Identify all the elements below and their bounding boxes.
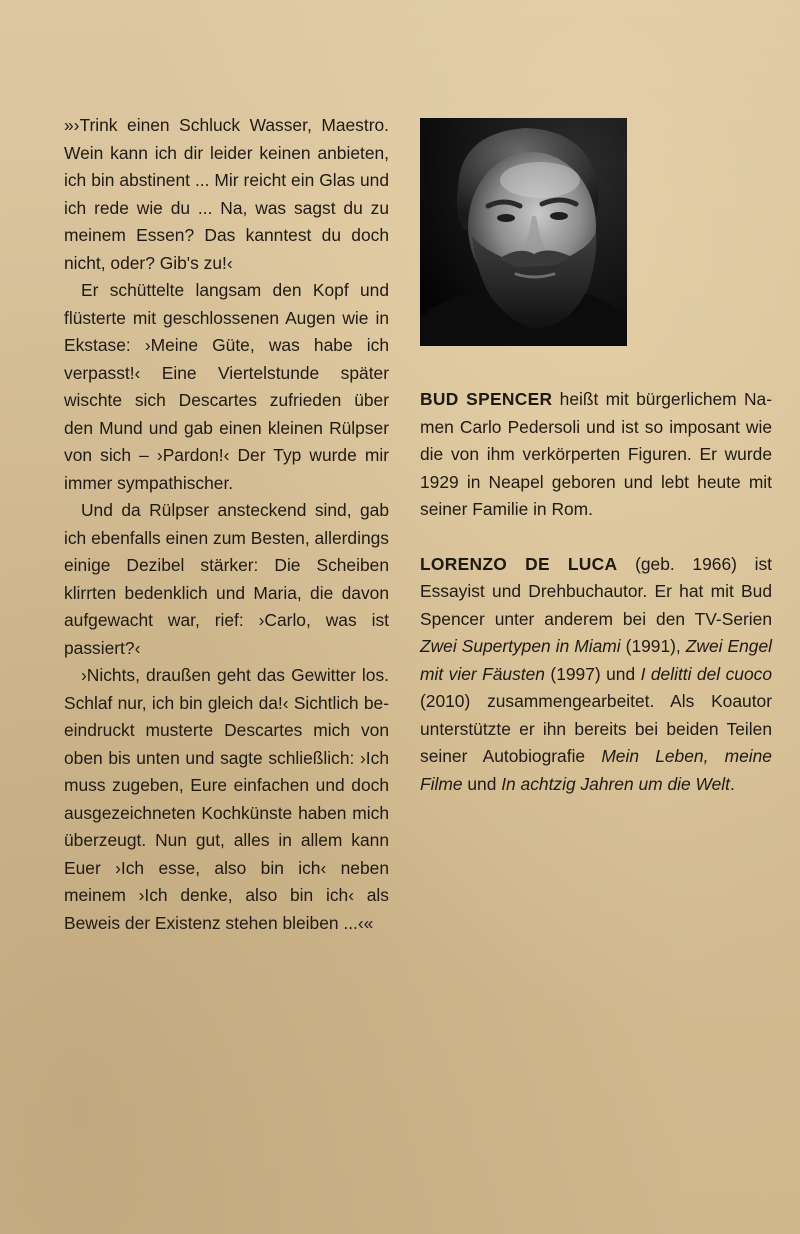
tv-series-title-1: Zwei Supertypen in Miami	[420, 636, 621, 656]
deluca-bio-text-b: (1991),	[620, 636, 686, 656]
autobiography-title-2: In achtzig Jahren um die Welt	[501, 773, 730, 794]
autobiography-title-1: Mein Leben, meine Filme	[420, 746, 772, 794]
story-paragraph-2: Er schüttelte langsam den Kopf und flüsterte mit geschlossenen Augen wie in Ekstase: ›Meine Güte, was habe ich verpasst!‹ Eine Viertelstunde später wischte sich Descartes zufrieden über den Mund und gab einen kleinen Rülpser von sich – ›Pardon!‹ Der Typ wurde mir immer sympathischer.	[64, 280, 389, 493]
deluca-bio-text-f: .	[729, 773, 735, 794]
deluca-bio-text-a: (geb. 1966) ist Essayist und Drehbuchautor. Er hat mit Bud Spencer unter anderem bei den TV-Serien	[420, 553, 772, 629]
bud-spencer-bio-text: heißt mit bürgerlichem Namen Carlo Pedersoli und ist so imposant wie die von ihm verkörperten Figuren. Er wurde 1929 in Neapel geboren und lebt heute mit seiner Familie in Rom.	[420, 389, 772, 519]
tv-series-title-3: I delitti del cuoco	[640, 663, 772, 684]
deluca-bio-text-d: (2010) zusammengearbeitet. Als Koautor unterstützte er ihn bereits bei beiden Teilen seiner Autobiografie	[420, 691, 772, 766]
author-portrait-photo	[420, 118, 627, 346]
story-text-column	[64, 112, 389, 937]
lorenzo-de-luca-name: LORENZO DE LUCA	[420, 553, 618, 574]
author-info-column	[420, 118, 772, 798]
story-paragraph-3: Und da Rülpser ansteckend sind, gab ich ebenfalls einen zum Besten, allerdings einige Dezibel stärker: Die Scheiben klirrten bedenklich und Maria, die davon aufgewacht war, rief: ›Carlo, was ist passiert?‹	[64, 500, 389, 658]
bud-spencer-bio	[420, 386, 772, 524]
story-paragraph-1: »›Trink einen Schluck Wasser, Maestro. Wein kann ich dir leider keinen anbieten, ich bin abstinent ... Mir reicht ein Glas und ich rede wie du ... Na, was sagst du zu meinem Essen? Das kanntest du doch nicht, oder? Gib's zu!‹	[64, 115, 389, 273]
deluca-bio-text-e: und	[462, 773, 502, 794]
deluca-bio-text-c: (1997) und	[544, 663, 641, 684]
story-paragraph-4: ›Nichts, draußen geht das Gewitter los. Schlaf nur, ich bin gleich da!‹ Sichtlich beeindruckt musterte Descartes mich von oben bis unten und sagte schließlich: ›Ich muss zugeben, Eure einfachen und doch ausgezeichneten Kochkünste haben mich überzeugt. Nun gut, alles in allem kann Euer ›Ich esse, also bin ich‹ neben meinem ›Ich denke, also bin ich‹ als Beweis der Existenz stehen bleiben ...‹«	[64, 665, 389, 933]
tv-series-title-2: Zwei Engel mit vier Fäusten	[420, 636, 772, 684]
bud-spencer-name: BUD SPENCER	[420, 389, 553, 409]
lorenzo-de-luca-bio	[420, 551, 772, 799]
